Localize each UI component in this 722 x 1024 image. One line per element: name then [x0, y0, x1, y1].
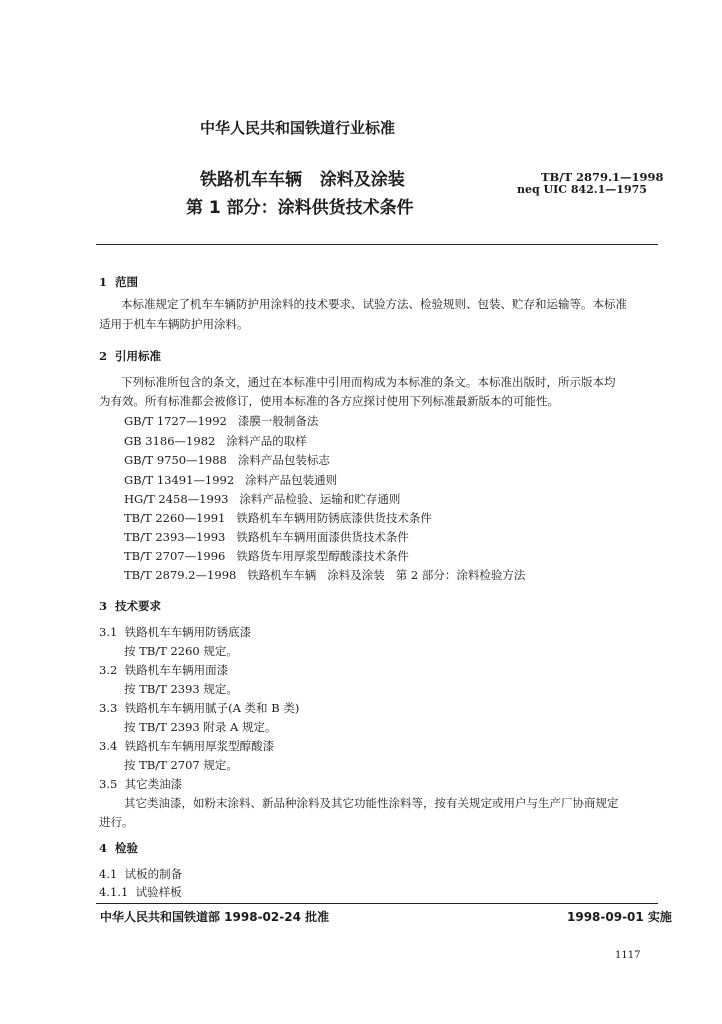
title-line-2: 第 1 部分：涂料供货技术条件 [186, 198, 414, 218]
section-4-heading [99, 840, 138, 856]
section-1-heading [99, 274, 138, 290]
inspection-4-1-1-heading [99, 882, 182, 902]
clause-title: 铁路机车车辆用防锈底漆 [124, 625, 252, 639]
requirement-3-1-heading [99, 622, 251, 642]
section-1-number: 1 [99, 275, 108, 289]
clause-title: 试板的制备 [124, 867, 183, 881]
reference-item: GB/T 13491—1992 涂料产品包装通则 [124, 473, 338, 487]
clause-number: 3.3 [99, 701, 118, 715]
requirement-3-1-text: 按 TB/T 2260 规定。 [124, 644, 238, 658]
requirement-3-5-text-line-1: 其它类油漆，如粉末涂料、新品种涂料及其它功能性涂料等，按有关规定或用户与生产厂协商规定 [124, 796, 619, 810]
requirement-3-5-text-line-2: 进行。 [99, 815, 134, 829]
header-rule [96, 244, 658, 245]
section-2-number: 2 [99, 349, 108, 363]
section-4-number: 4 [99, 841, 108, 855]
clause-number: 4.1.1 [99, 885, 129, 899]
page-number: 1117 [615, 950, 641, 961]
requirement-3-4-text: 按 TB/T 2707 规定。 [124, 758, 238, 772]
clause-number: 3.1 [99, 625, 118, 639]
section-1-paragraph-line-2: 适用于机车车辆防护用涂料。 [99, 317, 249, 331]
requirement-3-4-heading [99, 736, 274, 756]
reference-item: HG/T 2458—1993 涂料产品检验、运输和贮存通则 [124, 492, 401, 506]
section-4-title: 检验 [115, 841, 139, 855]
reference-item: GB/T 1727—1992 漆膜一般制备法 [124, 414, 319, 428]
clause-title: 试验样板 [135, 885, 182, 899]
clause-title: 其它类油漆 [124, 777, 183, 791]
clause-number: 3.5 [99, 777, 118, 791]
section-2-title: 引用标准 [115, 349, 162, 363]
reference-item: GB 3186—1982 涂料产品的取样 [124, 434, 307, 448]
requirement-3-5-heading [99, 774, 182, 794]
approval-statement: 中华人民共和国铁道部 1998-02-24 批准 [100, 910, 330, 924]
section-2-paragraph-line-1: 下列标准所包含的条文，通过在本标准中引用而构成为本标准的条文。本标准出版时，所示版本均 [121, 375, 616, 389]
footer-rule [96, 903, 658, 904]
reference-item: TB/T 2260—1991 铁路机车车辆用防锈底漆供货技术条件 [124, 511, 432, 525]
clause-title: 铁路机车车辆用面漆 [124, 663, 229, 677]
requirement-3-3-heading [99, 698, 299, 718]
issuing-organization: 中华人民共和国铁道行业标准 [200, 119, 396, 137]
section-3-title: 技术要求 [115, 599, 162, 613]
equivalence-note: neq UIC 842.1—1975 [517, 183, 647, 196]
requirement-3-2-heading [99, 660, 228, 680]
section-3-number: 3 [99, 599, 108, 613]
clause-number: 4.1 [99, 867, 118, 881]
reference-item: TB/T 2879.2—1998 铁路机车车辆 涂料及涂装 第 2 部分：涂料检验方法 [124, 568, 526, 582]
reference-item: TB/T 2707—1996 铁路货车用厚浆型醇酸漆技术条件 [124, 549, 409, 563]
clause-title: 铁路机车车辆用厚浆型醇酸漆 [124, 739, 275, 753]
inspection-4-1-heading [99, 864, 182, 884]
reference-item: GB/T 9750—1988 涂料产品包装标志 [124, 453, 330, 467]
clause-number: 3.2 [99, 663, 118, 677]
section-2-paragraph-line-2: 为有效。所有标准都会被修订，使用本标准的各方应探讨使用下列标准最新版本的可能性。 [99, 394, 559, 408]
section-2-heading [99, 348, 161, 364]
clause-title: 铁路机车车辆用腻子(A 类和 B 类) [124, 701, 300, 715]
section-1-title: 范围 [115, 275, 139, 289]
standard-number: TB/T 2879.1—1998 [541, 170, 664, 184]
clause-number: 3.4 [99, 739, 118, 753]
section-3-heading [99, 598, 161, 614]
section-1-paragraph-line-1: 本标准规定了机车车辆防护用涂料的技术要求、试验方法、检验规则、包装、贮存和运输等。本标准 [121, 297, 627, 311]
requirement-3-2-text: 按 TB/T 2393 规定。 [124, 682, 238, 696]
title-line-1: 铁路机车车辆 涂料及涂装 [200, 170, 405, 190]
requirement-3-3-text: 按 TB/T 2393 附录 A 规定。 [124, 720, 277, 734]
reference-item: TB/T 2393—1993 铁路机车车辆用面漆供货技术条件 [124, 530, 409, 544]
implementation-date: 1998-09-01 实施 [567, 910, 672, 924]
